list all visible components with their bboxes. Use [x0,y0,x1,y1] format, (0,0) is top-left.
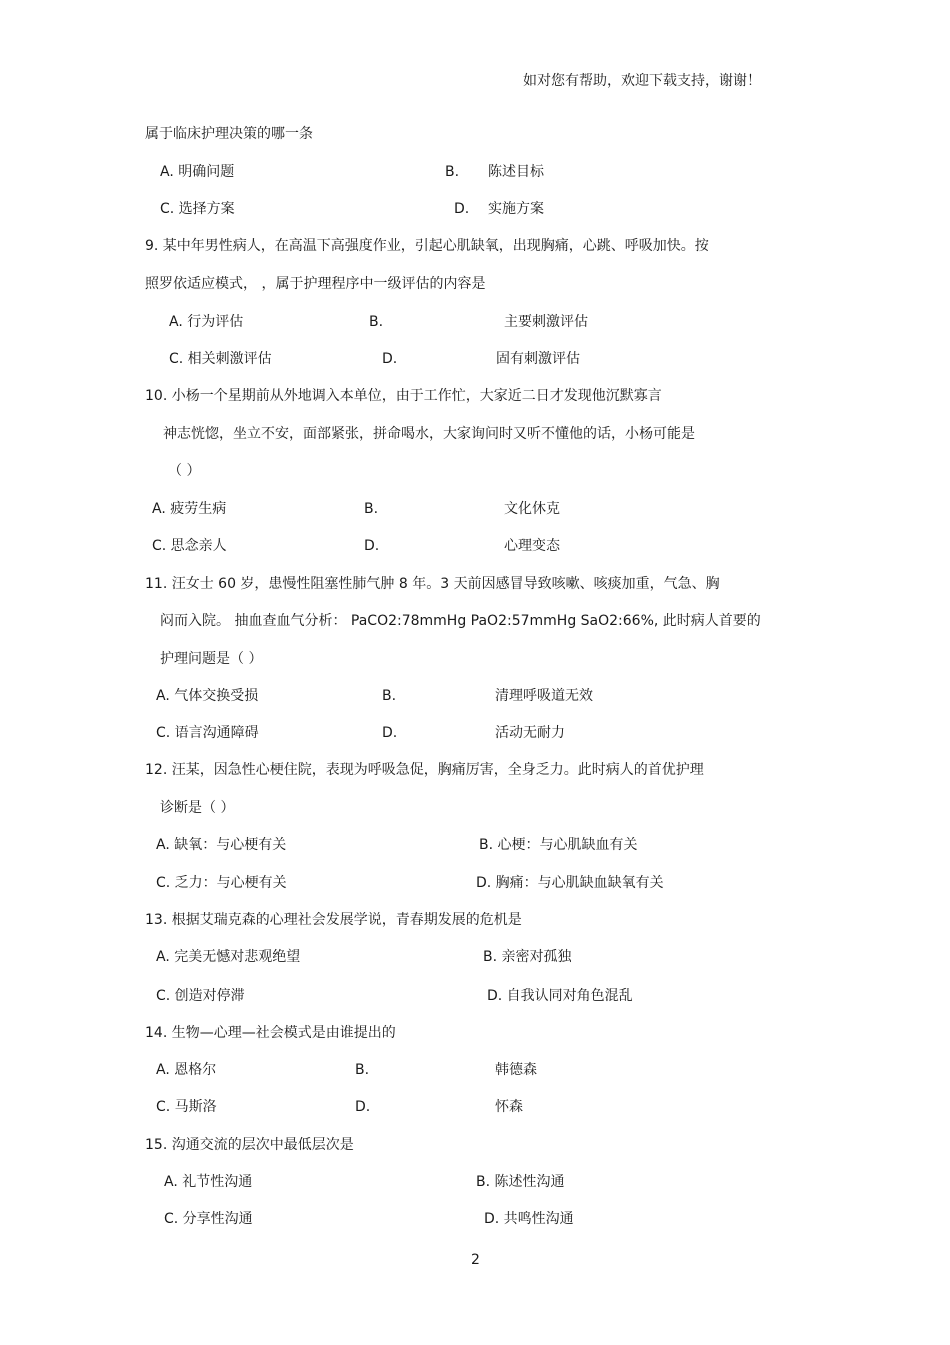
q9-option-b-letter: B. [369,314,384,330]
q15-stem: 15. 沟通交流的层次中最低层次是 [145,1137,354,1153]
q11-option-a: A. 气体交换受损 [156,688,259,704]
q9-stem-line1: 9. 某中年男性病人，在高温下高强度作业，引起心肌缺氧，出现胸痛，心跳、呼吸加快。按 [145,238,709,254]
q15-option-b: B. 陈述性沟通 [476,1174,565,1190]
q14-option-b-letter: B. [355,1062,370,1078]
q11-option-d-letter: D. [382,725,398,741]
q11-stem-line3: 护理问题是（ ） [160,651,263,667]
q10-option-b-letter: B. [364,501,379,517]
q15-option-d: D. 共鸣性沟通 [484,1211,574,1227]
q10-stem-line1: 10. 小杨一个星期前从外地调入本单位，由于工作忙，大家近二日才发现他沉默寡言 [145,388,662,404]
q15-option-c: C. 分享性沟通 [164,1211,253,1227]
q9-option-a: A. 行为评估 [169,314,244,330]
q12-stem-line1: 12. 汪某，因急性心梗住院，表现为呼吸急促，胸痛厉害，全身乏力。此时病人的首优护理 [145,762,704,778]
q9-option-b-text: 主要刺激评估 [504,314,588,330]
q13-option-a: A. 完美无憾对悲观绝望 [156,949,301,965]
q9-option-d-letter: D. [382,351,398,367]
page-number: 2 [471,1252,480,1268]
q11-option-c: C. 语言沟通障碍 [156,725,259,741]
q8-option-d-letter: D. [454,201,470,217]
q11-option-b-letter: B. [382,688,397,704]
q8-option-d-text: 实施方案 [488,201,544,217]
q10-option-a: A. 疲劳生病 [152,501,227,517]
q12-option-d: D. 胸痛：与心肌缺血缺氧有关 [476,875,664,891]
q12-option-c: C. 乏力：与心梗有关 [156,875,287,891]
q10-option-d-letter: D. [364,538,380,554]
q10-option-c: C. 思念亲人 [152,538,227,554]
q8-option-b-text: 陈述目标 [488,164,544,180]
q11-stem-line1: 11. 汪女士 60 岁，患慢性阻塞性肺气肿 8 年。3 天前因感冒导致咳嗽、咳痰加重，气急、胸 [145,576,720,592]
q14-option-c: C. 马斯洛 [156,1099,217,1115]
q11-stem-line2: 闷而入院。 抽血查血气分析： PaCO2:78mmHg PaO2:57mmHg SaO2:66%, 此时病人首要的 [160,613,761,629]
q12-option-a: A. 缺氧：与心梗有关 [156,837,287,853]
q9-stem-line2: 照罗依适应模式， ，属于护理程序中一级评估的内容是 [145,276,486,292]
q14-option-a: A. 恩格尔 [156,1062,217,1078]
q8-option-b-letter: B. [445,164,460,180]
q14-stem: 14. 生物—心理—社会模式是由谁提出的 [145,1025,396,1041]
q14-option-d-letter: D. [355,1099,371,1115]
q10-stem-line2: 神志恍惚，坐立不安，面部紧张，拼命喝水，大家询问时又听不懂他的话，小杨可能是 [163,426,695,442]
q14-option-d-text: 怀森 [495,1099,523,1115]
q10-option-d-text: 心理变态 [504,538,560,554]
q11-option-b-text: 清理呼吸道无效 [495,688,593,704]
q11-option-d-text: 活动无耐力 [495,725,565,741]
q8-option-a: A. 明确问题 [160,164,235,180]
q10-answer-blank: （ ） [168,463,201,479]
q8-option-c: C. 选择方案 [160,201,235,217]
q10-option-b-text: 文化休克 [504,501,560,517]
q14-option-b-text: 韩德森 [495,1062,537,1078]
q13-stem: 13. 根据艾瑞克森的心理社会发展学说，青春期发展的危机是 [145,912,522,928]
q15-option-a: A. 礼节性沟通 [164,1174,253,1190]
q13-option-b: B. 亲密对孤独 [483,949,572,965]
q13-option-c: C. 创造对停滞 [156,988,245,1004]
header-note: 如对您有帮助，欢迎下载支持，谢谢！ [523,73,761,89]
q8-stem: 属于临床护理决策的哪一条 [145,126,313,142]
q12-stem-line2: 诊断是（ ） [160,800,235,816]
q9-option-c: C. 相关刺激评估 [169,351,272,367]
q12-option-b: B. 心梗：与心肌缺血有关 [479,837,638,853]
q13-option-d: D. 自我认同对角色混乱 [487,988,633,1004]
q9-option-d-text: 固有刺激评估 [496,351,580,367]
